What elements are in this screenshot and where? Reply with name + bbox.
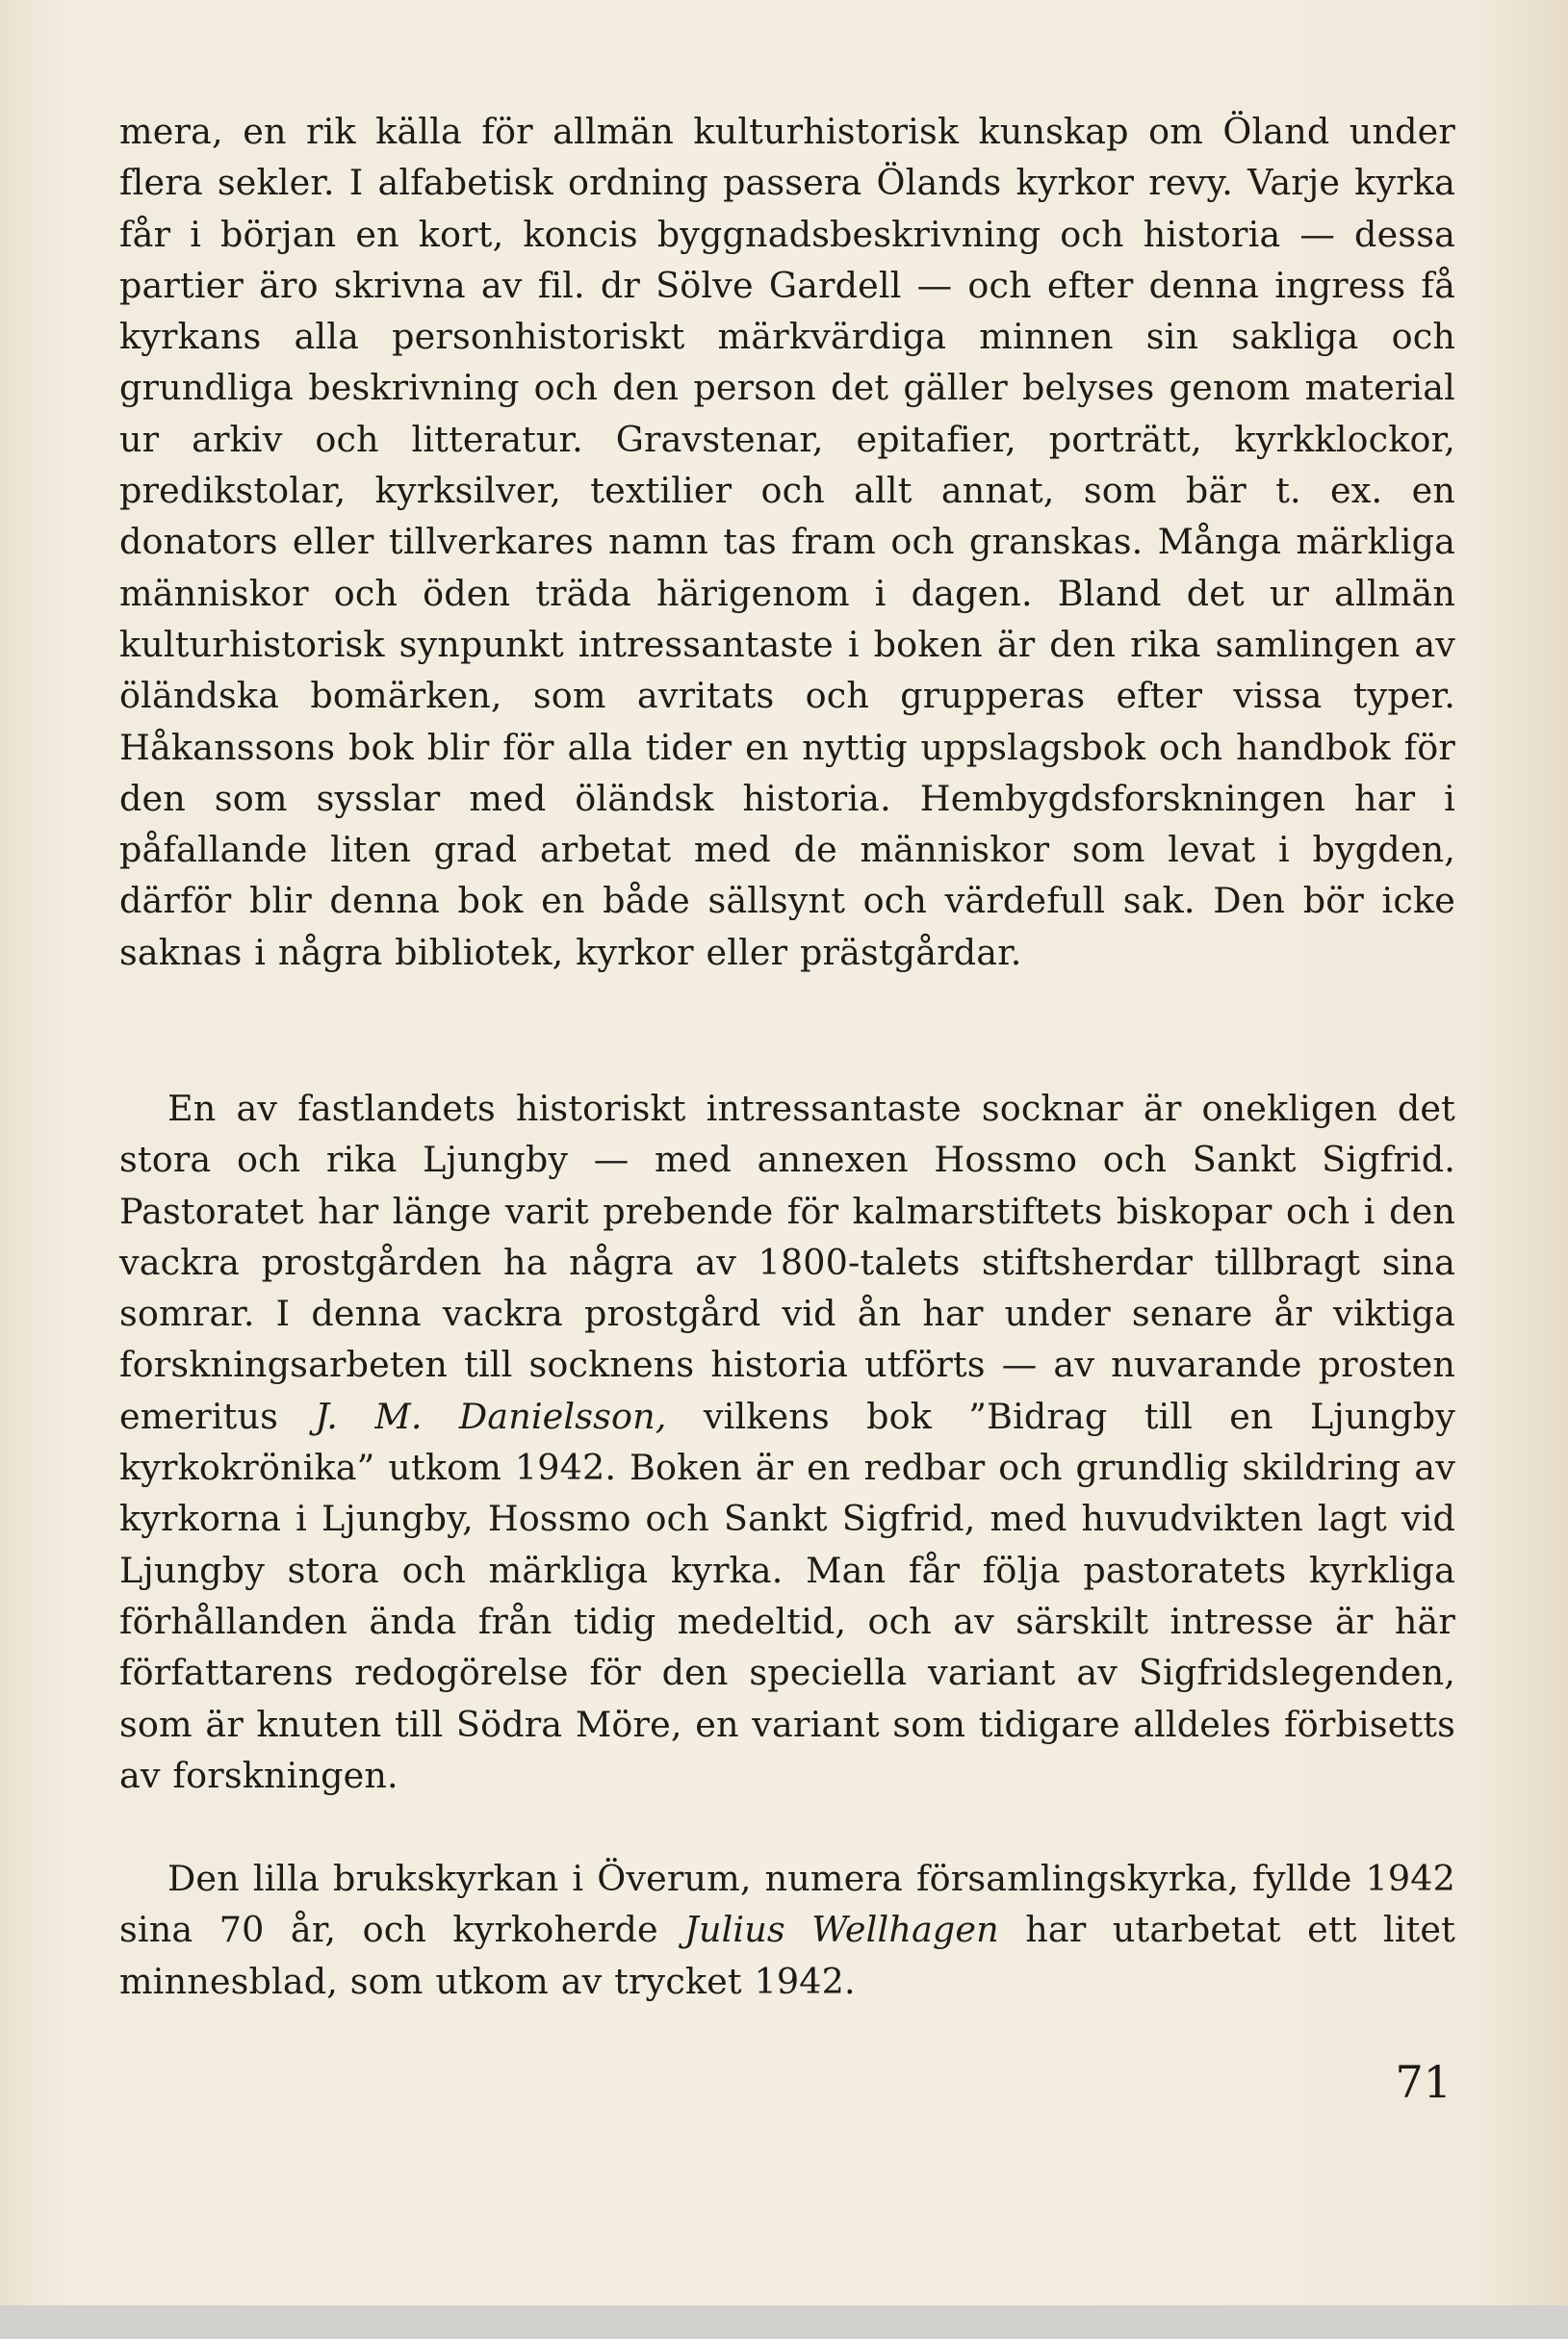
paragraph-overum [119, 1853, 1455, 2007]
paragraph-text: Den lilla brukskyrkan i Överum, numera församlingskyrka, fyllde 1942 sina 70 år, och kyrkoherde [119, 1858, 1455, 1951]
page-number: 71 [1395, 2056, 1452, 2108]
paragraph-text: vilkens bok ”Bidrag till en Ljungby kyrkokrönika” utkom 1942. Boken är en redbar och grundlig skildring av kyrkorna i Ljungby, Hossmo och Sankt Sigfrid, med huvudvikten lagt vid Ljungby stora och märkliga kyrka. Man får följa pastoratets kyrkliga förhållanden ända från tidig medeltid, och av särskilt intresse är här författarens redogörelse för den speciella variant av Sigfridslegenden, som är knuten till Södra Möre, en variant som tidigare alldeles förbisetts av forskningen. [119, 1395, 1455, 1796]
paragraph-text: har utarbetat ett litet minnesblad, som utkom av trycket 1942. [119, 1909, 1455, 2002]
paragraph-text: En av fastlandets historiskt intressantaste socknar är onekligen det stora och rika Ljungby — med annexen Hossmo och Sankt Sigfrid. Pastoratet har länge varit prebende för kalmarstiftets biskopar och i den vackra prostgården ha några av 1800-talets stiftsherdar tillbragt sina somrar. I denna vackra prostgård vid ån har under senare år viktiga forskningsarbeten till socknens historia utförts — av nuvarande prosten emeritus [119, 1088, 1455, 1437]
author-name-danielsson: J. M. Danielsson, [315, 1395, 667, 1437]
paragraph-ljungby [119, 1083, 1455, 1801]
paragraph-text: mera, en rik källa för allmän kulturhistorisk kunskap om Öland under flera sekler. I alfabetisk ordning passera Ölands kyrkor revy. Varje kyrka får i början en kort, koncis byggnadsbeskrivning och historia — dessa partier äro skrivna av fil. dr Sölve Gardell — och efter denna ingress få kyrkans alla personhistoriskt märkvärdiga minnen sin sakliga och grundliga beskrivning och den person det gäller belyses genom material ur arkiv och litteratur. Gravstenar, epitafier, porträtt, kyrkklockor, predikstolar, kyrksilver, textilier och allt annat, som bär t. ex. en donators eller tillverkares namn tas fram och granskas. Många märkliga människor och öden träda härigenom i dagen. Bland det ur allmän kulturhistorisk synpunkt intressantaste i boken är den rika samlingen av öländska bomärken, som avritats och grupperas efter vissa typer. Håkanssons bok blir för alla tider en nyttig uppslagsbok och handbok för den som sysslar med öländsk historia. Hembygdsforskningen har i påfallande liten grad arbetat med de människor som levat i bygden, därför blir denna bok en både sällsynt och värdefull sak. Den bör icke saknas i några bibliotek, kyrkor eller prästgårdar. [119, 111, 1455, 973]
author-name-wellhagen: Julius Wellhagen [684, 1909, 999, 1951]
paragraph-oland-churches [119, 106, 1455, 978]
scan-border [0, 2305, 1568, 2339]
